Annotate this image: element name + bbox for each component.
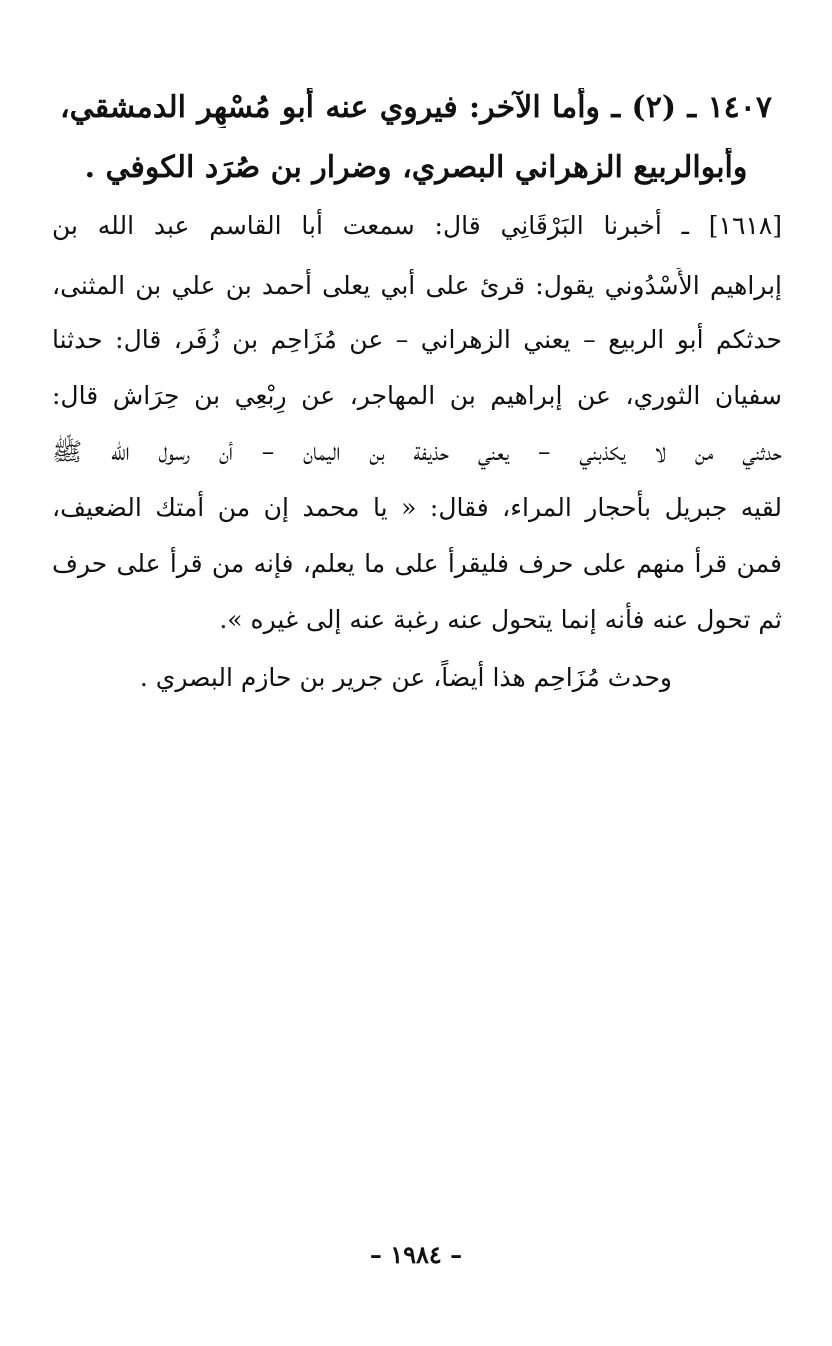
body-line: إبراهيم الأَسْدُوني يقول: قرئ على أبي يعلى أحمد بن علي بن المثنى، [52, 271, 782, 300]
body-line: لقيه جبريل بأحجار المراء، فقال: « يا محمد إن من أمتك الضعيف، [52, 493, 782, 522]
body-line: فمن قرأ منهم على حرف فليقرأ على ما يعلم، فإنه من قرأ على حرف [52, 549, 782, 578]
closing-line: وحدث مُزَاحِم هذا أيضاً، عن جرير بن حازم البصري . [139, 663, 672, 692]
page-number: – ١٩٨٤ – [369, 1240, 463, 1269]
body-line: [١٦١٨] ـ أخبرنا البَرْقَانِي قال: سمعت أبا القاسم عبد الله بن [52, 211, 782, 240]
body-line: ثم تحول عنه فأنه إنما يتحول عنه رغبة عنه إلى غيره ». [219, 605, 782, 634]
body-line: حدثني من لا يكذبني – يعني حذيفة بن اليمان – أن رسول الله ﷺ [52, 437, 782, 466]
body-line: حدثكم أبو الربيع – يعني الزهراني – عن مُزَاحِم بن زُفَر، قال: حدثنا [52, 325, 782, 354]
body-line: سفيان الثوري، عن إبراهيم بن المهاجر، عن رِبْعِي بن حِرَاش قال: [52, 381, 782, 410]
entry-heading-line-1: ١٤٠٧ ـ (٢) ـ وأما الآخر: فيروي عنه أبو مُسْهِر الدمشقي، [60, 90, 772, 125]
entry-heading-line-2: وأبوالربيع الزهراني البصري، وضرار بن صُرَد الكوفي . [84, 150, 748, 185]
